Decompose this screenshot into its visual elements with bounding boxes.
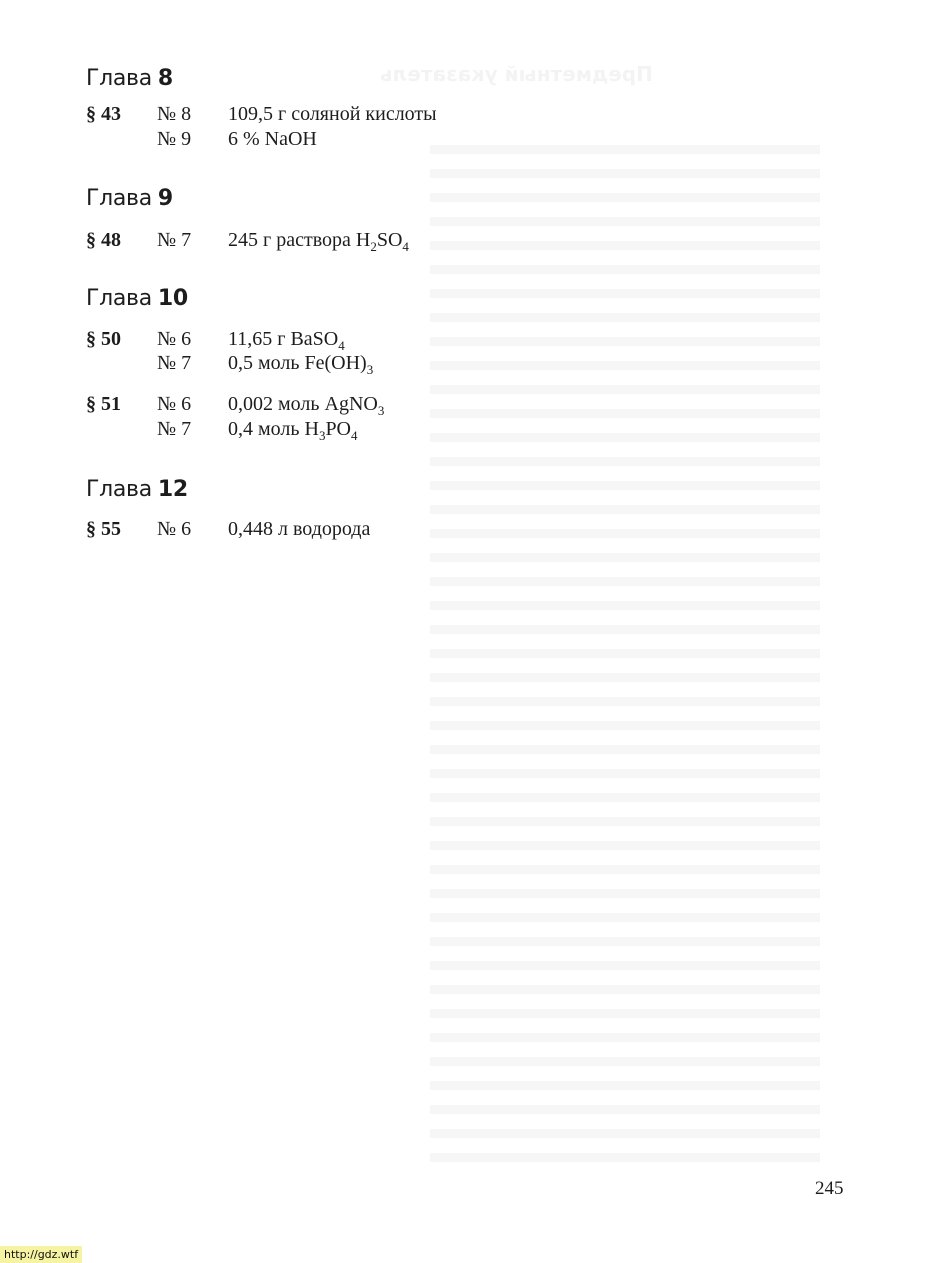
- problem-number: № 8: [157, 103, 192, 125]
- subscript: 2: [370, 239, 377, 254]
- page-number: 245: [815, 1178, 844, 1199]
- problem-number: № 7: [157, 229, 192, 251]
- answer-fragment: 0,002 моль AgNO: [228, 393, 378, 415]
- chapter-word: Глава: [86, 66, 152, 91]
- chapter-word: Глава: [86, 286, 152, 311]
- chapter-number: 9: [157, 186, 173, 211]
- paragraph-number: § 50: [86, 328, 121, 350]
- chapter-number: 12: [157, 477, 188, 502]
- answer-fragment: 245 г раствора H: [228, 229, 371, 251]
- watermark-link[interactable]: http://gdz.wtf: [0, 1246, 82, 1263]
- subscript: 4: [351, 428, 358, 443]
- chapter-number: 8: [157, 66, 173, 91]
- subscript: 3: [377, 403, 385, 418]
- paragraph-number: § 43: [86, 103, 121, 125]
- answer-fragment: 0,448 л водорода: [228, 518, 371, 540]
- chapter-heading-8: [86, 66, 173, 91]
- answer-fragment: 0,4 моль H: [228, 418, 319, 440]
- bleed-through-lines: [430, 145, 820, 1165]
- problem-number: № 6: [157, 328, 192, 350]
- answer-fragment: 0,5 моль Fe(OH): [228, 352, 367, 374]
- chapter-word: Глава: [86, 186, 152, 211]
- subscript: 4: [402, 239, 409, 254]
- answer-fragment: 11,65 г BaSO: [228, 328, 339, 350]
- answer-fragment: PO: [325, 418, 352, 440]
- answer-fragment: 6 % NaOH: [228, 128, 317, 150]
- answer-text: [228, 350, 373, 376]
- answer-text: [228, 126, 317, 152]
- chapter-heading-12: [86, 477, 188, 502]
- subscript: 3: [366, 362, 374, 377]
- chapter-heading-10: [86, 286, 188, 311]
- paragraph-number: § 48: [86, 229, 121, 251]
- bleed-through-text: [380, 62, 653, 86]
- paragraph-number: § 55: [86, 518, 121, 540]
- answer-text: [228, 391, 384, 417]
- chapter-number: 10: [157, 286, 188, 311]
- subscript: 4: [338, 338, 345, 353]
- answer-fragment: 109,5 г соляной кислоты: [228, 103, 437, 125]
- problem-number: № 7: [157, 352, 192, 374]
- problem-number: № 9: [157, 128, 192, 150]
- answer-text: [228, 516, 370, 542]
- answer-fragment: SO: [376, 229, 403, 251]
- problem-number: № 6: [157, 518, 192, 540]
- problem-number: № 7: [157, 418, 192, 440]
- chapter-word: Глава: [86, 477, 152, 502]
- answer-text: [228, 101, 437, 127]
- answer-text: [228, 416, 358, 442]
- answer-text: [228, 227, 409, 253]
- answer-text: [228, 326, 345, 352]
- paragraph-number: § 51: [86, 393, 121, 415]
- problem-number: № 6: [157, 393, 192, 415]
- subscript: 3: [318, 428, 326, 443]
- chapter-heading-9: [86, 186, 173, 211]
